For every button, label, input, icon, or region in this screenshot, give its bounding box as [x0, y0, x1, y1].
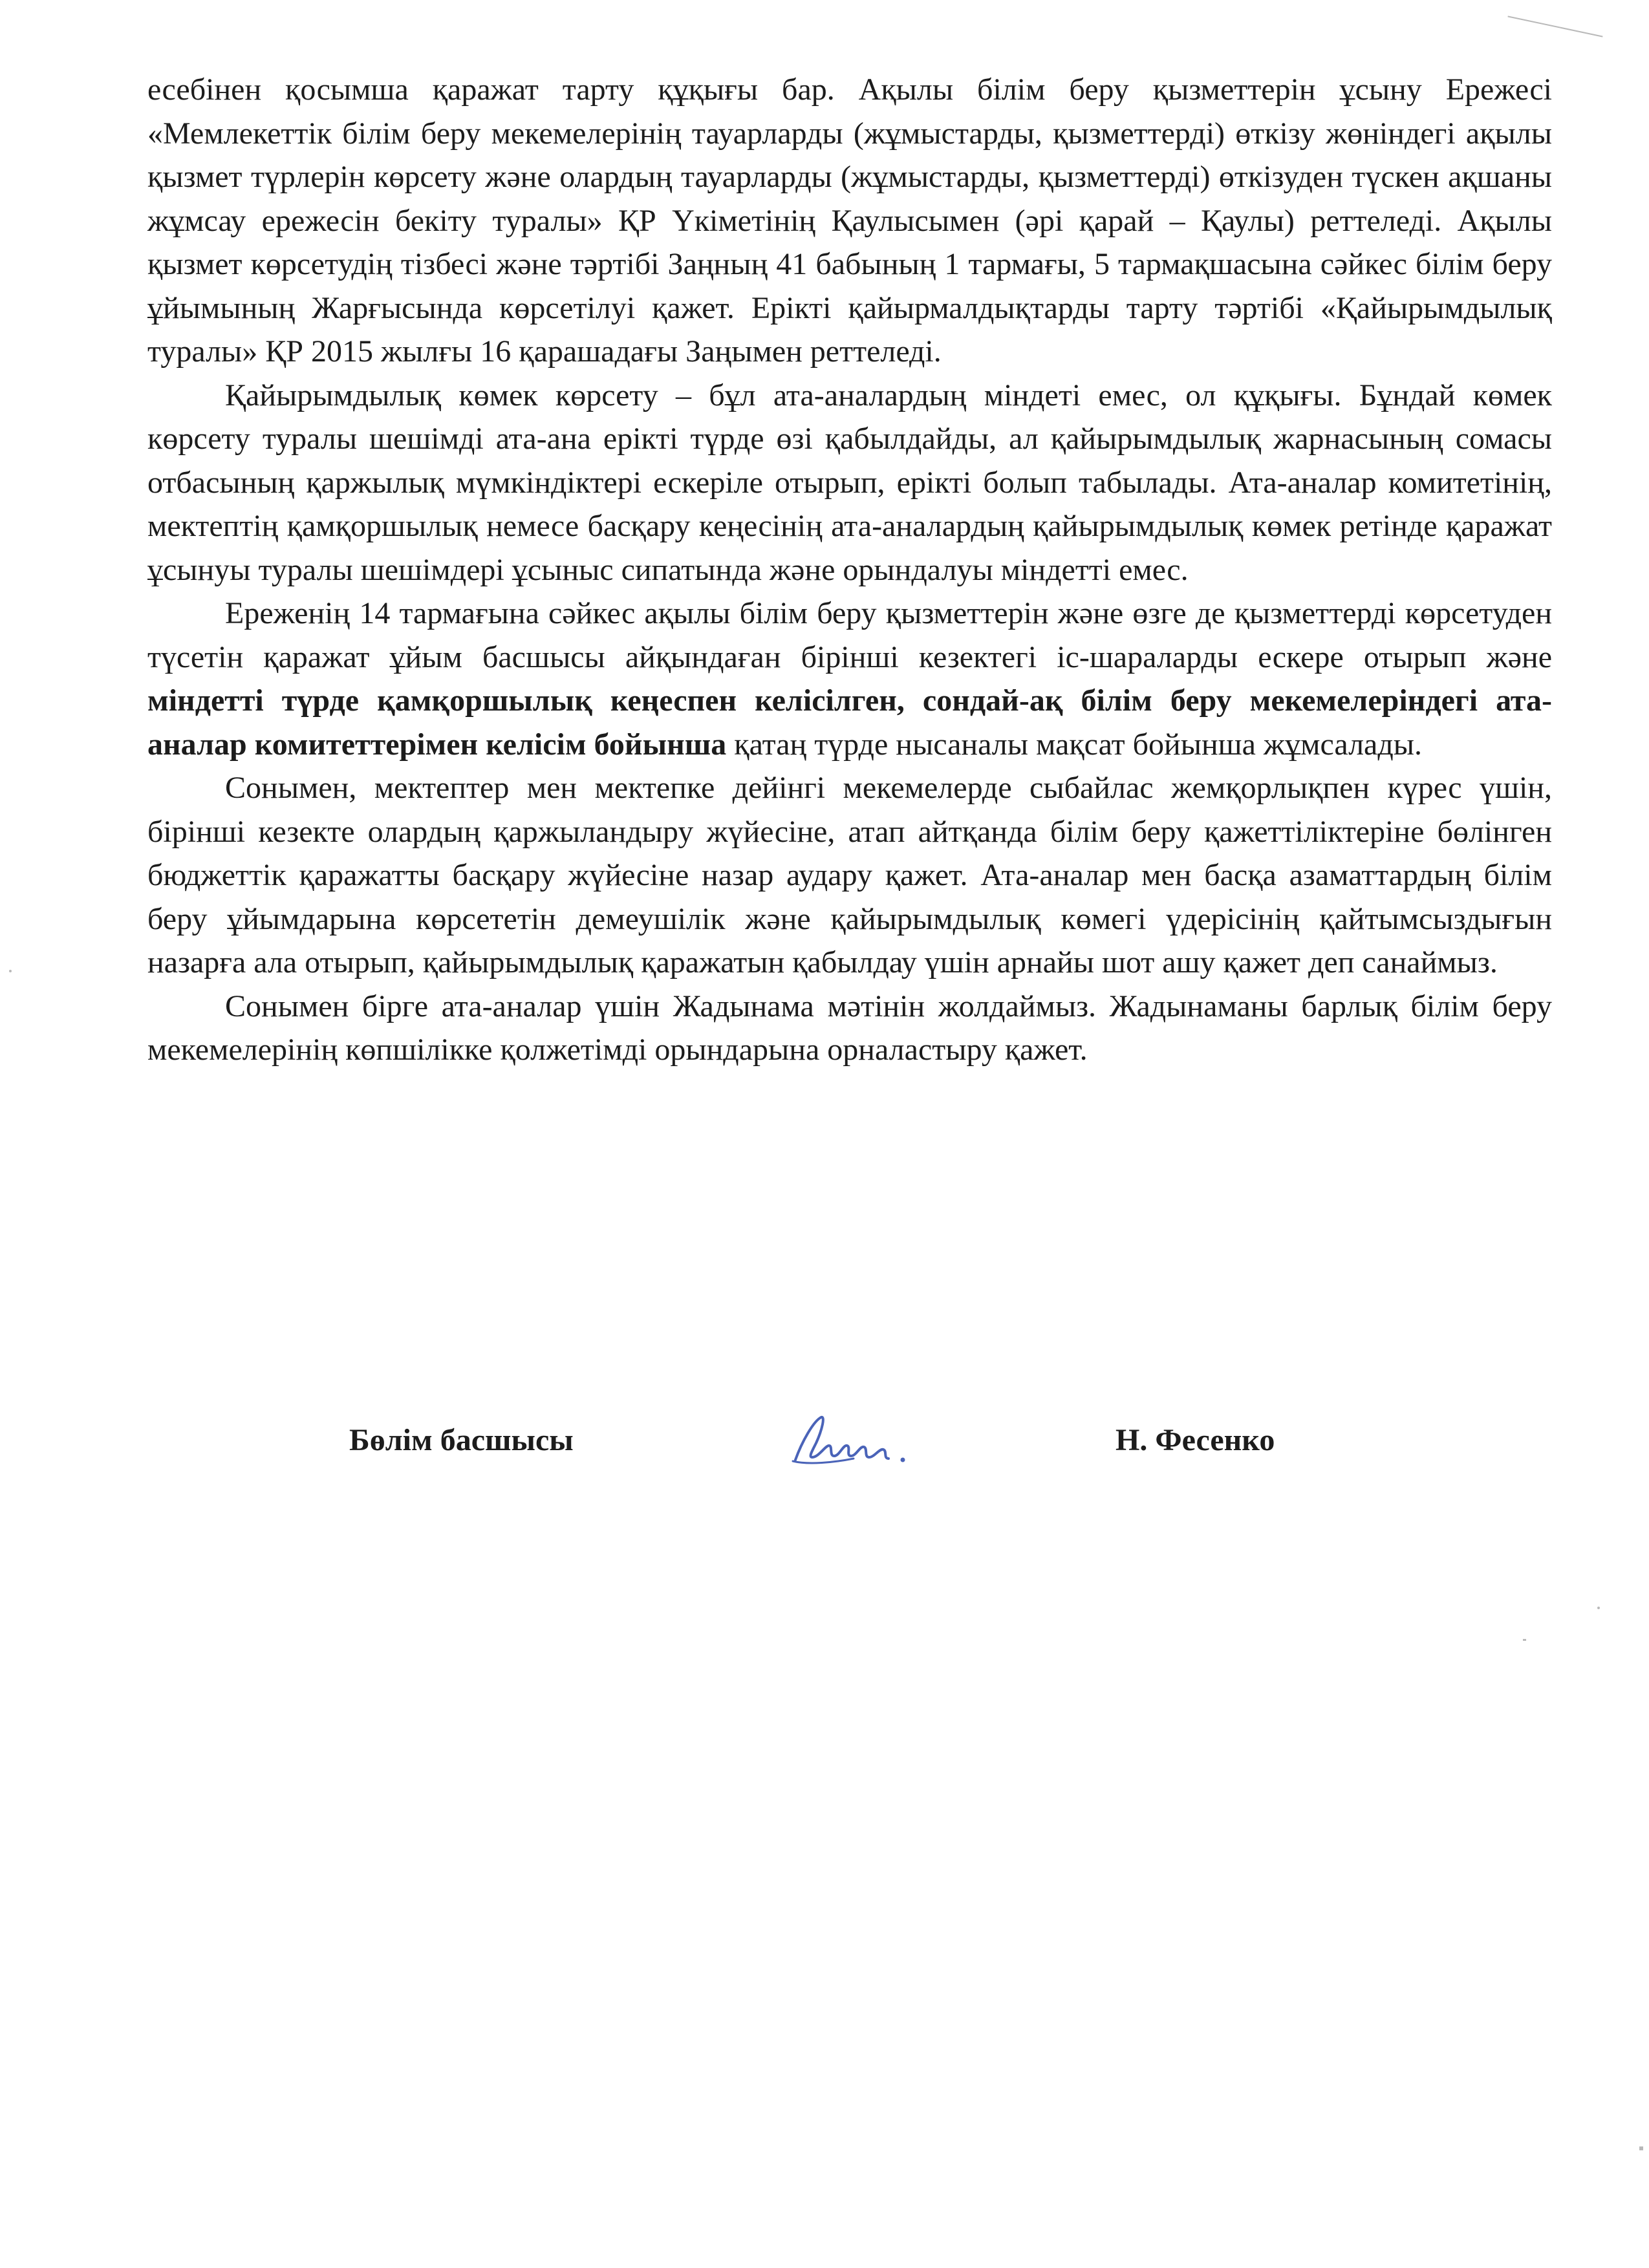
paragraph-text: есебінен қосымша қаражат тарту құқығы бар. Ақылы білім беру қызметтерін ұсыну Ережесі «Мемлекеттік білім беру мекемелерінің тауарларды (жұмыстарды, қызметтерді) өткізу жөніндегі ақылы қызмет түрлерін көрсету және олардың тауарларды (жұмыстарды, қызметтерді) өткізуден түскен ақшаны жұмсау ережесін бекіту туралы» ҚР Үкіметінің Қаулысымен (әрі қарай – Қаулы) реттеледі. Ақылы қызмет көрсетудің тізбесі және тәртібі Заңның 41 бабының 1 тармағы, 5 тармақшасына сәйкес білім беру ұйымының Жарғысында көрсетілуі қажет. Ерікті қайырмалдықтарды тарту тәртібі «Қайырымдылық туралы» ҚР 2015 жылғы 16 қарашадағы Заңымен реттеледі. [147, 72, 1552, 369]
scan-speck [1639, 2146, 1643, 2150]
scan-speck [1507, 16, 1602, 37]
document-body [147, 68, 1552, 1072]
paragraph [147, 766, 1552, 985]
paragraph-emphasis: міндетті түрде қамқоршылық кеңеспен келісілген, сондай-ақ білім беру мекемелеріндегі ата-аналар комитеттерімен келісім бойынша [147, 683, 1552, 762]
scan-speck [1523, 1639, 1526, 1641]
paragraph-text: Қайырымдылық көмек көрсету – бұл ата-аналардың міндеті емес, ол құқығы. Бұндай көмек көрсету туралы шешімді ата-ана ерікті түрде өзі қабылдайды, ал қайырымдылық жарнасының сомасы отбасының қаржылық мүмкіндіктері ескеріле отырып, ерікті болып табылады. Ата-аналар комитетінің, мектептің қамқоршылық немесе басқару кеңесінің ата-аналардың қайырымдылық көмек ретінде қаражат ұсынуы туралы шешімдері ұсыныс сипатында және орындалуы міндетті емес. [147, 378, 1552, 587]
signatory-position: Бөлім басшысы [349, 1423, 574, 1457]
paragraph-text: Сонымен, мектептер мен мектепке дейінгі мекемелерде сыбайлас жемқорлықпен күрес үшін, бірінші кезекте олардың қаржыландыру жүйесіне, атап айтқанда білім беру қажеттіліктеріне бөлінген бюджеттік қаражатты басқару жүйесіне назар аудару қажет. Ата-аналар мен басқа азаматтардың білім беру ұйымдарына көрсететін демеушілік және қайырымдылық көмегі үдерісінің қайтымсыздығын назарға ала отырып, қайырымдылық қаражатын қабылдау үшін арнайы шот ашу қажет деп санаймыз. [147, 771, 1552, 979]
signatory-name: Н. Фесенко [1116, 1423, 1275, 1457]
paragraph [147, 592, 1552, 766]
paragraph-text: Сонымен бірге ата-аналар үшін Жадынама мәтінін жолдаймыз. Жадынаманы барлық білім беру мекемелерінің көпшілікке қолжетімді орындарына орналастыру қажет. [147, 989, 1552, 1067]
scan-speck [1597, 1607, 1600, 1609]
scan-speck [9, 970, 12, 972]
paragraph [147, 374, 1552, 592]
paragraph-text: қатаң түрде нысаналы мақсат бойынша жұмсалады. [726, 727, 1423, 762]
paragraph [147, 68, 1552, 374]
paragraph [147, 985, 1552, 1072]
paragraph-text: Ереженің 14 тармағына сәйкес ақылы білім беру қызметтерін және өзге де қызметтерді көрсетуден түсетін қаражат ұйым басшысы айқындаған бірінші кезектегі іс-шараларды ескере отырып және [147, 596, 1552, 674]
handwritten-signature [782, 1403, 931, 1474]
signature-block [0, 1403, 1649, 1481]
